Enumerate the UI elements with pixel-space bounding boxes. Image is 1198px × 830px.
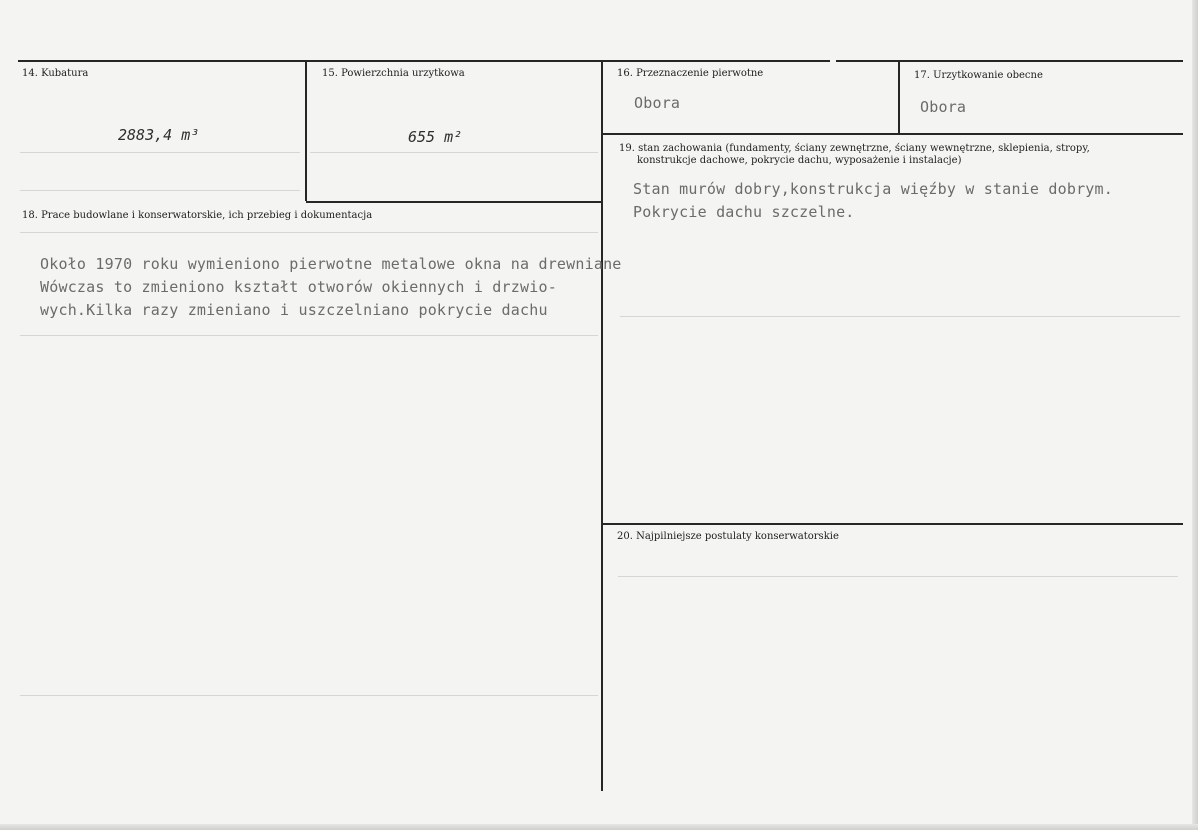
divider-14-15 xyxy=(305,61,307,201)
field-14-value: 2883,4 m³ xyxy=(118,126,200,144)
field-19-text-line-2: Pokrycie dachu szczelne. xyxy=(633,203,855,221)
field-18-label: 18. Prace budowlane i konserwatorskie, ich przebieg i dokumentacja xyxy=(22,210,373,221)
field-18-text-line-3: wych.Kilka razy zmieniano i uszczelniano pokrycie dachu xyxy=(40,301,548,319)
field-18-text-line-2: Wówczas to zmieniono kształt otworów okiennych i drzwio- xyxy=(40,278,557,296)
field-15-label: 15. Powierzchnia urzytkowa xyxy=(322,68,465,79)
right-edge-shadow xyxy=(1192,0,1198,830)
rule-under-19 xyxy=(603,523,1183,525)
top-rule-left xyxy=(18,60,830,62)
field-19-text-line-1: Stan murów dobry,konstrukcja więźby w stanie dobrym. xyxy=(633,180,1113,198)
field-20-label: 20. Najpilniejsze postulaty konserwatorskie xyxy=(617,531,839,542)
faint-line xyxy=(20,335,598,336)
faint-line xyxy=(618,576,1178,577)
field-18-text-line-1: Około 1970 roku wymieniono pierwotne metalowe okna na drewniane xyxy=(40,255,622,273)
field-17-value: Obora xyxy=(920,98,967,116)
rule-under-14-15 xyxy=(306,201,602,203)
field-19-label-line-2: konstrukcje dachowe, pokrycie dachu, wyposażenie i instalacje) xyxy=(637,155,962,166)
faint-line xyxy=(20,190,300,191)
divider-left-right xyxy=(601,61,603,791)
field-17-label: 17. Urzytkowanie obecne xyxy=(914,70,1043,81)
faint-line xyxy=(20,695,598,696)
field-16-label: 16. Przeznaczenie pierwotne xyxy=(617,68,764,79)
faint-line xyxy=(20,232,598,233)
field-16-value: Obora xyxy=(634,94,681,112)
faint-line xyxy=(20,152,300,153)
field-14-label: 14. Kubatura xyxy=(22,68,89,79)
field-19-label-line-1: 19. stan zachowania (fundamenty, ściany zewnętrzne, ściany wewnętrzne, sklepienia, stropy, xyxy=(619,143,1090,154)
field-15-value: 655 m² xyxy=(408,128,463,146)
faint-line xyxy=(620,316,1180,317)
bottom-edge-shadow xyxy=(0,824,1198,830)
faint-line xyxy=(310,152,598,153)
top-rule-right xyxy=(836,60,1183,62)
divider-16-17 xyxy=(898,61,900,135)
rule-under-16-17 xyxy=(603,133,1183,135)
